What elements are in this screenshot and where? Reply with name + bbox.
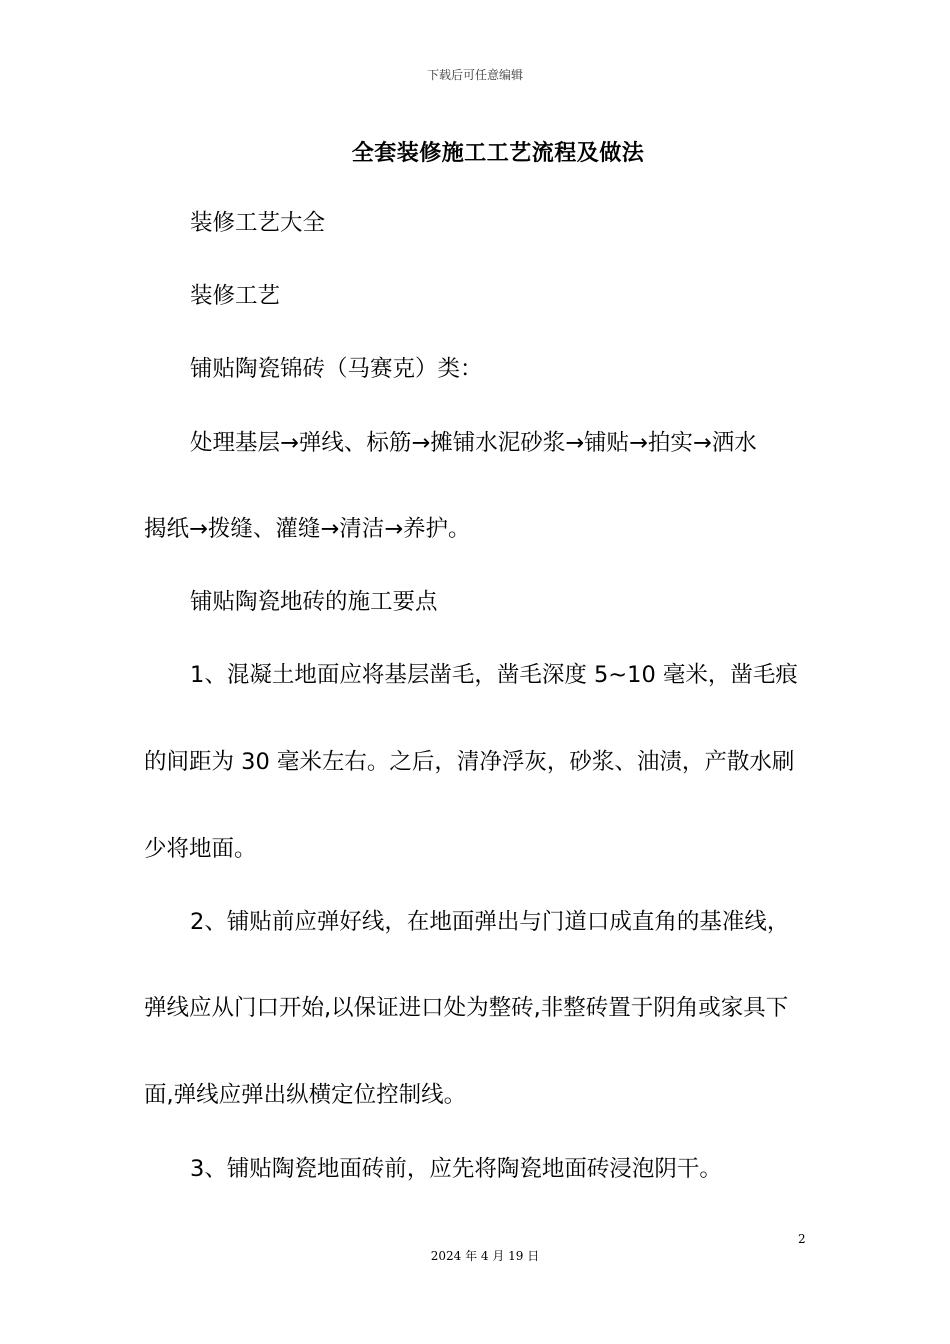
paragraph-line: 揭纸→拨缝、灌缝→清洁→养护。 (144, 516, 471, 542)
paragraph-line: 的间距为 30 毫米左右。之后，清净浮灰，砂浆、油渍，产散水刷 (144, 749, 795, 775)
paragraph-line: 2、铺贴前应弹好线，在地面弹出与门道口成直角的基准线， (190, 909, 790, 935)
header-note: 下载后可任意编辑 (426, 68, 523, 82)
page-number: 2 (798, 1232, 806, 1246)
document-title: 全套装修施工工艺流程及做法 (351, 141, 645, 166)
paragraph-line: 铺贴陶瓷地砖的施工要点 (190, 589, 438, 615)
paragraph-line: 装修工艺大全 (190, 210, 326, 236)
paragraph-line: 装修工艺 (190, 283, 281, 309)
paragraph-line: 少将地面。 (144, 836, 257, 862)
paragraph-line: 弹线应从门口开始,以保证进口处为整砖,非整砖置于阴角或家具下 (144, 995, 789, 1021)
paragraph-line: 铺贴陶瓷锦砖（马赛克）类： (190, 356, 483, 382)
paragraph-line: 面,弹线应弹出纵横定位控制线。 (144, 1082, 467, 1108)
paragraph-line: 1、混凝土地面应将基层凿毛，凿毛深度 5~10 毫米，凿毛痕 (190, 662, 798, 688)
paragraph-line: 3、铺贴陶瓷地面砖前，应先将陶瓷地面砖浸泡阴干。 (190, 1156, 722, 1182)
footer-date: 2024 年 4 月 19 日 (430, 1249, 540, 1263)
paragraph-line: 处理基层→弹线、标筋→摊铺水泥砂浆→铺贴→拍实→洒水 (190, 430, 757, 456)
